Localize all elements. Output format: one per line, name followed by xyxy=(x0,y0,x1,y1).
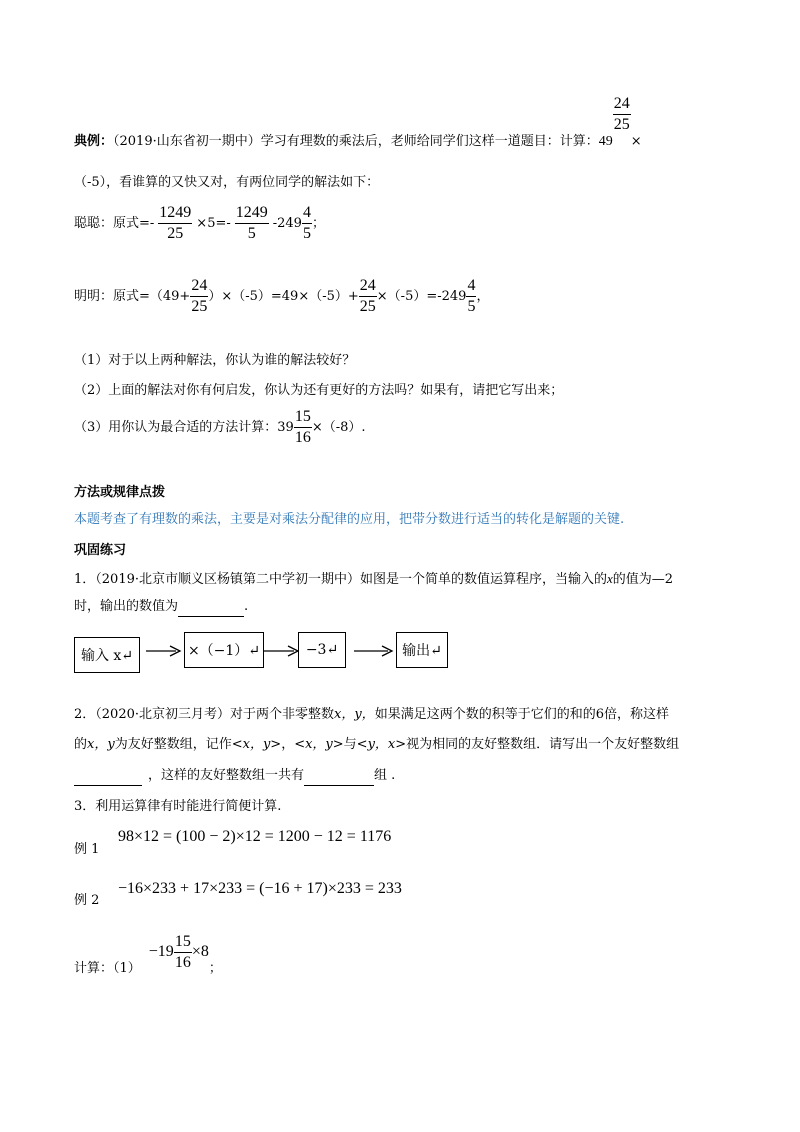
question-3 xyxy=(74,407,366,448)
congcong-fraction-2: $\frac{1249}{5}$ xyxy=(235,204,268,242)
example-problem-fraction: $\frac{24}{25}$ xyxy=(613,95,630,133)
calc-line xyxy=(74,932,222,976)
question-2: （2）上面的解法对你有何启发，你认为还有更好的方法吗？如果有，请把它写出来； xyxy=(74,383,564,398)
calc-tail: ×8 xyxy=(191,943,209,960)
practice-1-text-c: 时，输出的数值为 xyxy=(74,599,179,614)
question-3-tail: ×（-8）. xyxy=(311,420,366,435)
congcong-fraction-3: $\frac{4}{5}$ xyxy=(302,204,311,242)
answer-blank-3[interactable] xyxy=(304,767,374,786)
method-text: 本题考查了有理数的乘法，主要是对乘法分配律的应用，把带分数进行适当的转化是解题的关键. xyxy=(74,512,625,527)
mingming-prefix: 明明：原式=（49+ xyxy=(74,289,191,304)
example-1-label: 例 1 xyxy=(74,842,100,857)
flow-box-output: 输出↵ xyxy=(396,632,448,668)
practice-1-variable: x xyxy=(607,571,613,586)
example-1-expression: 98×12 = (100 − 2)×12 = 1200 − 12 = 1176 xyxy=(118,828,392,845)
practice-3-title: 3．利用运算律有时能进行简便计算. xyxy=(74,799,282,814)
calc-end: ； xyxy=(208,961,222,976)
example-2-label: 例 2 xyxy=(74,893,100,908)
question-1: （1）对于以上两种解法，你认为谁的解法较好？ xyxy=(74,353,356,368)
example-label: 典例： xyxy=(74,134,114,149)
flow-arrow-3 xyxy=(354,645,394,657)
example-line-1 xyxy=(74,94,642,149)
mingming-mid: ）×（-5）=49×（-5）+ xyxy=(208,289,359,304)
answer-blank-2[interactable] xyxy=(74,767,142,786)
congcong-tail: -249 xyxy=(272,216,302,231)
practice-1-end: . xyxy=(244,599,249,614)
example-intro: （2019·山东省初一期中）学习有理数的乘法后，老师给同学们这样一道题目：计算： xyxy=(113,134,599,149)
flow-arrow-2 xyxy=(264,645,300,657)
practice-heading: 巩固练习 xyxy=(74,543,127,558)
flow-arrow-1 xyxy=(146,645,182,657)
mingming-mid2: ×（-5）=-249 xyxy=(376,289,467,304)
answer-blank-1[interactable] xyxy=(178,598,244,617)
practice-1-line-2 xyxy=(74,598,248,617)
congcong-prefix: 聪聪：原式=- xyxy=(74,216,155,231)
mingming-end: ， xyxy=(476,289,490,304)
practice-2-line-1: 2．（2020·北京初三月考）对于两个非零整数x，y，如果满足这两个数的积等于它们的和的6倍，称这样 xyxy=(74,707,669,722)
method-heading: 方法或规律点拨 xyxy=(74,485,166,500)
calc-prefix: 计算：（1） xyxy=(74,961,141,976)
practice-1-text-b: 的值为—2 xyxy=(612,572,674,587)
mingming-line xyxy=(74,276,489,317)
congcong-fraction-1: $\frac{1249}{25}$ xyxy=(159,204,192,242)
mingming-fraction-3: $\frac{4}{5}$ xyxy=(467,277,476,315)
flow-box-multiply: ×（−1）↵ xyxy=(184,632,264,668)
practice-1-text-a: 1．（2019·北京市顺义区杨镇第二中学初一期中）如图是一个简单的数值运算程序，当输入的 xyxy=(74,572,607,587)
flow-box-input: 输入 x↵ xyxy=(74,637,140,673)
question-3-prefix: （3）用你认为最合适的方法计算：39 xyxy=(74,420,294,435)
example-line-2: （-5），看谁算的又快又对，有两位同学的解法如下： xyxy=(74,175,380,190)
mingming-fraction-1: $\frac{24}{25}$ xyxy=(191,277,208,315)
flow-box-subtract: −3↵ xyxy=(298,632,346,668)
calc-whole: −19 xyxy=(148,943,174,960)
congcong-end: ； xyxy=(311,216,325,231)
practice-2-line-2: 的x，y为友好整数组，记作<x，y>，<x，y>与<y，x>视为相同的友好整数组．请写出一个友好整数组 xyxy=(74,737,680,752)
example-problem-whole: 49 xyxy=(598,134,613,149)
calc-fraction: $\frac{15}{16}$ xyxy=(174,933,191,971)
example-2-expression: −16×233 + 17×233 = (−16 + 17)×233 = 233 xyxy=(118,880,402,897)
mingming-fraction-2: $\frac{24}{25}$ xyxy=(359,277,376,315)
congcong-line xyxy=(74,203,325,244)
example-problem-tail: × xyxy=(630,134,642,149)
practice-2-line-3: ，这样的友好整数组一共有 组 . xyxy=(74,767,395,786)
practice-1-line-1 xyxy=(74,570,673,589)
question-3-fraction: $\frac{15}{16}$ xyxy=(294,408,311,446)
congcong-mid: ×5=- xyxy=(196,216,231,231)
